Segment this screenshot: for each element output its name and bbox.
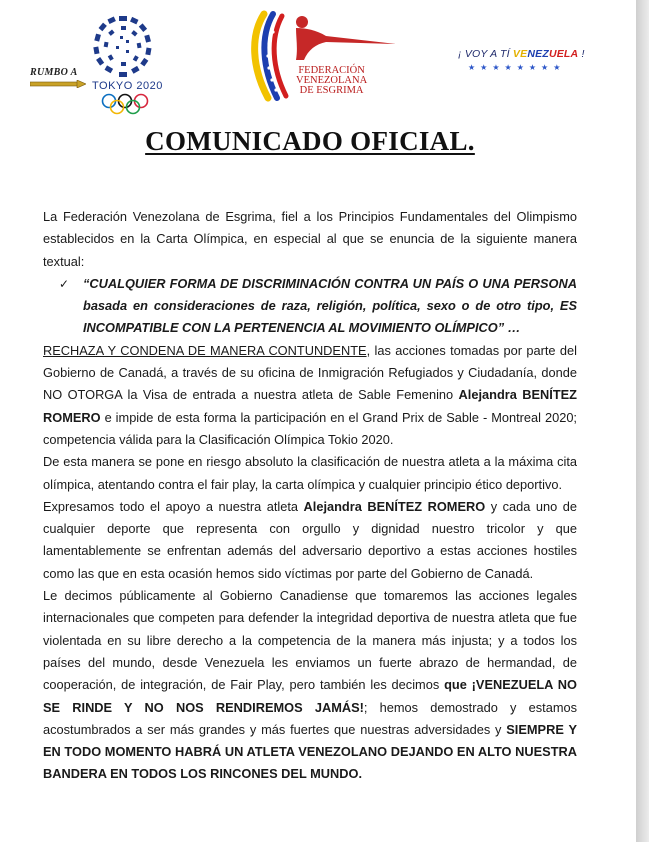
page-edge-shadow — [636, 0, 649, 842]
voy-suffix: ! — [578, 48, 585, 60]
athlete-name: Alejandra BENÍTEZ ROMERO — [303, 498, 486, 514]
paragraph-apoyo — [43, 496, 577, 585]
fve-line-2: VENEZOLANA — [296, 75, 368, 86]
paragraph-acciones-legales — [43, 585, 577, 786]
closing-statement: SIEMPRE Y EN TODO MOMENTO HABRÁ UN ATLETA VENEZOLANO DEJANDO EN ALTO NUESTRA BANDERA EN TODOS LOS RINCONES DEL MUNDO. — [43, 721, 577, 782]
athlete-name: Alejandra BENÍTEZ ROMERO — [43, 387, 577, 425]
rechaza-heading: RECHAZA Y CONDENA DE MANERA CONTUNDENTE — [43, 342, 367, 358]
fve-line-1: FEDERACIÓN — [298, 65, 365, 76]
tokyo-2020-label: TOKYO 2020 — [92, 80, 163, 92]
paragraph-apoyo-text-b: y cada uno de cualquier deporte que representa con orgullo y dignidad nuestro tricolor y que lamentablemente se enfrentan además del adversario deportivo a estas acciones hostiles como las que en esta ocasión hemos sido víctimas por parte del Gobierno de Canadá. — [43, 498, 577, 581]
venezuela-no-se-rinde: que ¡VENEZUELA NO SE RINDE Y NO NOS RENDIREMOS JAMÁS! — [43, 677, 577, 715]
paragraph-riesgo: De esta manera se pone en riesgo absoluto la clasificación de nuestra atleta a la máxima cita olímpica, atentando contra el fair play, la carta olímpica y cualquier principio ético deportivo. — [43, 454, 577, 492]
paragraph-acciones-text-a: Le decimos públicamente al Gobierno Canadiense que tomaremos las acciones legales internacionales que competen para defender la integridad deportiva de nuestra atleta que fue violentada en su libre derecho a la competencia de la manera más injusta; y a todos los países del mundo, desde Venezuela les enviamos un fuerte abrazo de hermandad, de cooperación, de integración, de Fair Play, pero también les decimos — [43, 588, 577, 693]
page-title: COMUNICADO OFICIAL. — [145, 126, 475, 156]
intro-paragraph: La Federación Venezolana de Esgrima, fiel a los Principios Fundamentales del Olimpismo establecidos en la Carta Olímpica, en especial al que se enuncia de la siguiente manera textual: — [43, 209, 577, 269]
voy-nez: NEZ — [527, 48, 549, 60]
paragraph-rechaza — [43, 340, 577, 451]
quote-text: “CUALQUIER FORMA DE DISCRIMINACIÓN CONTRA UN PAÍS O UNA PERSONA basada en consideraciones de raza, religión, política, sexo o de otro tipo, ES INCOMPATIBLE CON LA PERTENENCIA AL MOVIMIENTO OLÍMPICO” … — [83, 275, 577, 336]
arrow-icon — [30, 80, 86, 88]
communique-body — [43, 206, 577, 786]
paragraph-acciones-text-b: ; hemos demostrado y estamos acostumbrados a ser más grandes y más fuertes que nuestras adversidades y — [43, 699, 577, 737]
olympic-rings-icon — [100, 93, 150, 115]
voy-a-ti-venezuela-slogan — [458, 48, 585, 60]
olympic-principle-quote — [43, 273, 577, 340]
rumbo-label: RUMBO A — [30, 67, 78, 78]
paragraph-rechaza-text-a: , las acciones tomadas por parte del Gobierno de Canadá, a través de su oficina de Inmigración Refugiados y Ciudadanía, donde NO OTORGA la Visa de entrada a nuestra atleta de Sable Femenino — [43, 342, 577, 403]
fve-line-3: DE ESGRIMA — [299, 85, 364, 96]
tokyo-2020-emblem-icon — [88, 14, 158, 80]
fve-name-block — [296, 66, 367, 96]
voy-prefix: ¡ VOY A TÍ — [458, 48, 513, 60]
paragraph-apoyo-text-a: Expresamos todo el apoyo a nuestra atleta — [43, 498, 304, 514]
voy-ve: VE — [512, 48, 528, 60]
paragraph-rechaza-text-b: e impide de esta forma la participación en el Grand Prix de Sable - Montreal 2020; competencia válida para la Clasificación Olímpica Tokio 2020. — [43, 409, 577, 447]
stars-icon: ★★★★★★★★ — [468, 63, 566, 72]
check-icon: ✓ — [59, 276, 70, 291]
voy-uela: UELA — [548, 48, 579, 60]
